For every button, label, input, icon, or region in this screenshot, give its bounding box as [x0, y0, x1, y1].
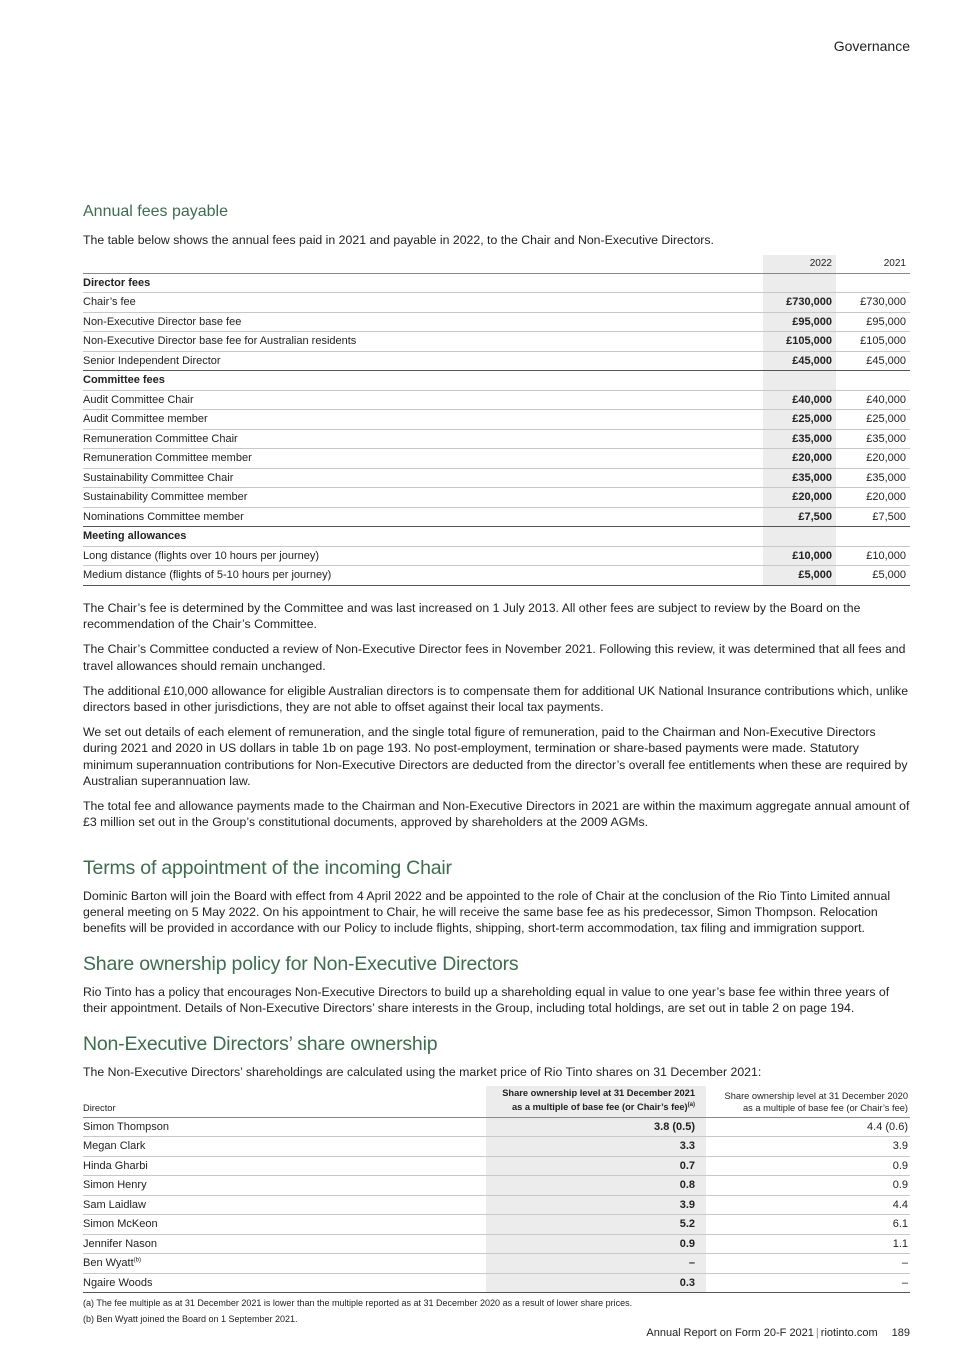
fee-label: Non-Executive Director base fee for Australian residents — [83, 332, 763, 352]
ownership-row — [83, 1117, 910, 1137]
page-footer: Annual Report on Form 20-F 2021 | riotinto.com 189 — [646, 1327, 910, 1339]
fee-2021: £5,000 — [836, 566, 910, 586]
ownership-row — [83, 1215, 910, 1235]
ownership-2021: 3.3 — [486, 1137, 706, 1157]
website-link[interactable]: riotinto.com — [820, 1327, 878, 1339]
fees-row — [83, 566, 910, 586]
fee-2022: £40,000 — [763, 390, 836, 410]
ownership-2021: 3.9 — [486, 1195, 706, 1215]
fee-2022: £105,000 — [763, 332, 836, 352]
fee-2022: £5,000 — [763, 566, 836, 586]
fee-2022: £35,000 — [763, 468, 836, 488]
ownership-table — [83, 1086, 910, 1293]
ownership-row — [83, 1156, 910, 1176]
fee-2021: £35,000 — [836, 429, 910, 449]
ownership-title: Non-Executive Directors’ share ownership — [83, 1033, 438, 1055]
fee-label: Audit Committee member — [83, 410, 763, 430]
fees-row — [83, 351, 910, 371]
ownership-row — [83, 1176, 910, 1196]
fee-2022: £35,000 — [763, 429, 836, 449]
fee-2021: £10,000 — [836, 546, 910, 566]
fee-label: Long distance (flights over 10 hours per journey) — [83, 546, 763, 566]
page-number: 189 — [891, 1327, 910, 1339]
fee-2022: £20,000 — [763, 488, 836, 508]
fee-label: Remuneration Committee Chair — [83, 429, 763, 449]
annual-fees-intro: The table below shows the annual fees paid in 2021 and payable in 2022, to the Chair and Non-Executive Directors. — [83, 233, 714, 247]
col-2020-ownership-header: Share ownership level at 31 December 2020 as a multiple of base fee (or Chair’s fee) — [706, 1086, 910, 1117]
director-name: Jennifer Nason — [83, 1234, 486, 1254]
policy-title: Share ownership policy for Non-Executive Directors — [83, 953, 519, 975]
fees-row — [83, 332, 910, 352]
ownership-2020: 6.1 — [706, 1215, 910, 1235]
fees-section-heading: Director fees — [83, 273, 910, 293]
col-2021-header: 2021 — [836, 255, 910, 273]
fee-label: Non-Executive Director base fee — [83, 312, 763, 332]
ownership-table-wrapper — [83, 1086, 910, 1293]
fee-2022: £7,500 — [763, 507, 836, 527]
ownership-2021: 0.3 — [486, 1273, 706, 1293]
director-name: Simon Henry — [83, 1176, 486, 1196]
ownership-row — [83, 1234, 910, 1254]
ownership-2021: 3.8 (0.5) — [486, 1117, 706, 1137]
fee-2022: £10,000 — [763, 546, 836, 566]
ownership-2020: 4.4 (0.6) — [706, 1117, 910, 1137]
fees-table — [83, 255, 910, 586]
ownership-table-header — [83, 1086, 910, 1117]
fee-2021: £105,000 — [836, 332, 910, 352]
fee-label: Chair’s fee — [83, 293, 763, 313]
ownership-row — [83, 1273, 910, 1293]
fee-2021: £730,000 — [836, 293, 910, 313]
footnote-b: (b) Ben Wyatt joined the Board on 1 September 2021. — [83, 1314, 298, 1324]
ownership-2021: 0.9 — [486, 1234, 706, 1254]
col-2021-ownership-header: Share ownership level at 31 December 2021 as a multiple of base fee (or Chair’s fee)$^{(a)}$ — [486, 1086, 706, 1117]
report-title: Annual Report on Form 20-F 2021 — [646, 1327, 814, 1339]
fee-label: Sustainability Committee Chair — [83, 468, 763, 488]
fees-row — [83, 488, 910, 508]
fee-2022: £45,000 — [763, 351, 836, 371]
ownership-2021: 5.2 — [486, 1215, 706, 1235]
fees-paragraph: The additional £10,000 allowance for eligible Australian directors is to compensate them for additional UK National Insurance contributions which, unlike directors based in other jurisdictions, they are not able to offset against their local tax payments. — [83, 683, 909, 715]
annual-fees-title: Annual fees payable — [83, 203, 228, 220]
fee-2021: £20,000 — [836, 488, 910, 508]
section-header: Governance — [833, 38, 910, 54]
fees-section-heading: Committee fees — [83, 371, 910, 391]
fees-paragraph: We set out details of each element of remuneration, and the single total figure of remuneration, paid to the Chairman and Non-Executive Directors during 2021 and 2020 in US dollars in table 1b on page 193. No post-employment, termination or share-based payments were made. Statutory minimum superannuation contributions for Non-Executive Directors are deducted from the director’s overall fee entitlements when these are required by Australian superannuation law. — [83, 725, 908, 788]
fee-label: Audit Committee Chair — [83, 390, 763, 410]
fee-2022: £95,000 — [763, 312, 836, 332]
fee-2021: £40,000 — [836, 390, 910, 410]
ownership-2020: – — [706, 1273, 910, 1293]
fees-row — [83, 410, 910, 430]
ownership-row — [83, 1254, 910, 1274]
fees-paragraph: The Chair’s Committee conducted a review of Non-Executive Director fees in November 2021. Following this review, it was determined that all fees and travel allowances should remain unchanged. — [83, 642, 906, 673]
fees-row — [83, 293, 910, 313]
fees-row — [83, 390, 910, 410]
fee-2021: £20,000 — [836, 449, 910, 469]
ownership-2021: – — [486, 1254, 706, 1274]
director-name: Ben Wyatt$^{(b)}$ — [83, 1254, 486, 1274]
fees-row — [83, 468, 910, 488]
fee-2021: £7,500 — [836, 507, 910, 527]
fee-2022: £25,000 — [763, 410, 836, 430]
fee-label: Medium distance (flights of 5-10 hours per journey) — [83, 566, 763, 586]
fees-paragraph: The Chair’s fee is determined by the Committee and was last increased on 1 July 2013. All other fees are subject to review by the Board on the recommendation of the Chair’s Committee. — [83, 601, 861, 632]
fee-2021: £45,000 — [836, 351, 910, 371]
footnote-a: (a) The fee multiple as at 31 December 2021 is lower than the multiple reported as at 31 December 2020 as a result of lower share prices. — [83, 1298, 633, 1308]
ownership-2020: 3.9 — [706, 1137, 910, 1157]
director-name: Sam Laidlaw — [83, 1195, 486, 1215]
fees-paragraphs — [83, 600, 910, 830]
fee-2022: £20,000 — [763, 449, 836, 469]
ownership-footnotes — [83, 1297, 910, 1325]
fees-row — [83, 429, 910, 449]
col-2022-header: 2022 — [763, 255, 836, 273]
fee-2021: £95,000 — [836, 312, 910, 332]
ownership-2020: 0.9 — [706, 1156, 910, 1176]
fee-2021: £35,000 — [836, 468, 910, 488]
fees-row — [83, 507, 910, 527]
terms-title: Terms of appointment of the incoming Chair — [83, 857, 452, 879]
fee-2021: £25,000 — [836, 410, 910, 430]
director-name: Hinda Gharbi — [83, 1156, 486, 1176]
director-name: Ngaire Woods — [83, 1273, 486, 1293]
fees-row — [83, 546, 910, 566]
director-name: Simon Thompson — [83, 1117, 486, 1137]
fee-label: Senior Independent Director — [83, 351, 763, 371]
ownership-2020: 0.9 — [706, 1176, 910, 1196]
ownership-row — [83, 1137, 910, 1157]
policy-text: Rio Tinto has a policy that encourages Non-Executive Directors to build up a shareholding equal in value to one year’s base fee within three years of their appointment. Details of Non-Executive Directors’ share interests in the Group, including total holdings, are set out in table 2 on page 194. — [83, 985, 890, 1016]
fees-row — [83, 449, 910, 469]
ownership-intro: The Non-Executive Directors’ shareholdings are calculated using the market price of Rio Tinto shares on 31 December 2021: — [83, 1065, 762, 1079]
fee-label: Remuneration Committee member — [83, 449, 763, 469]
ownership-2020: 4.4 — [706, 1195, 910, 1215]
fee-2022: £730,000 — [763, 293, 836, 313]
director-name: Simon McKeon — [83, 1215, 486, 1235]
ownership-2020: – — [706, 1254, 910, 1274]
ownership-row — [83, 1195, 910, 1215]
ownership-2021: 0.7 — [486, 1156, 706, 1176]
col-director-header: Director — [83, 1086, 486, 1117]
fees-paragraph: The total fee and allowance payments made to the Chairman and Non-Executive Directors in 2021 are within the maximum aggregate annual amount of £3 million set out in the Group’s constitutional documents, approved by shareholders at the 2009 AGMs. — [83, 799, 910, 830]
fee-label: Sustainability Committee member — [83, 488, 763, 508]
fees-row — [83, 312, 910, 332]
fees-table-header — [83, 255, 910, 273]
fees-table-wrapper — [83, 255, 910, 586]
ownership-2021: 0.8 — [486, 1176, 706, 1196]
fees-section-heading: Meeting allowances — [83, 527, 910, 547]
fee-label: Nominations Committee member — [83, 507, 763, 527]
terms-text: Dominic Barton will join the Board with effect from 4 April 2022 and be appointed to the role of Chair at the conclusion of the Rio Tinto Limited annual general meeting on 5 May 2022. On his appointment to Chair, he will receive the same base fee as his predecessor, Simon Thompson. Relocation benefits will be provided in accordance with our Policy to include flights, shipping, short-term accommodation, tax filing and immigration support. — [83, 889, 891, 936]
director-name: Megan Clark — [83, 1137, 486, 1157]
ownership-2020: 1.1 — [706, 1234, 910, 1254]
